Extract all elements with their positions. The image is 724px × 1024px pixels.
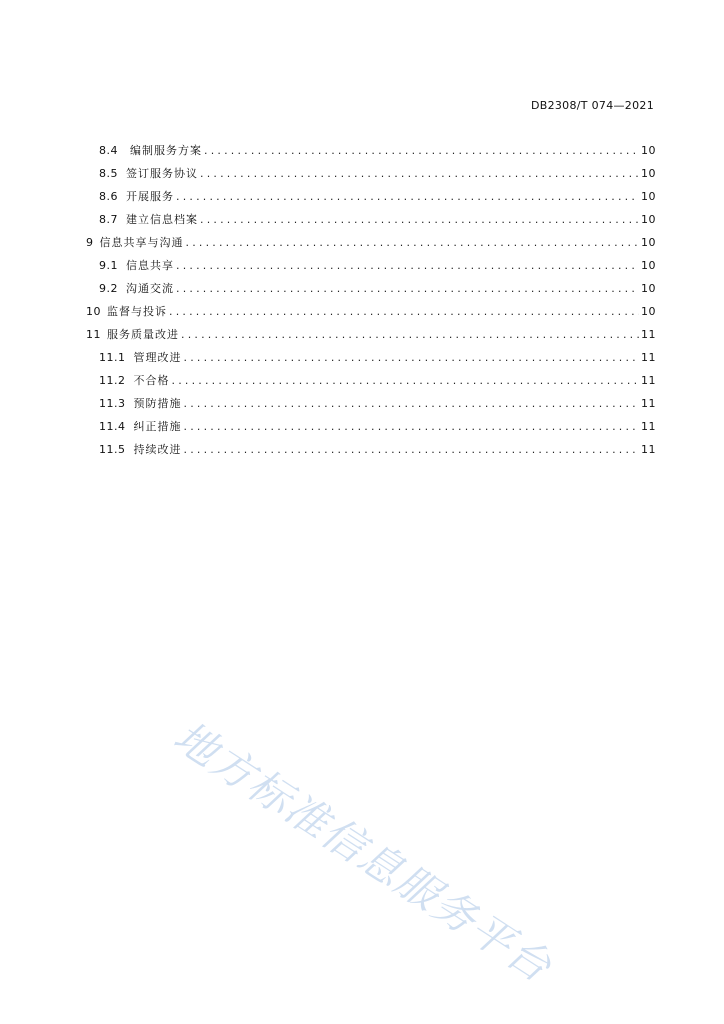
toc-title: 信息共享与沟通 bbox=[99, 236, 184, 249]
toc-page-number: 10 bbox=[641, 190, 656, 203]
toc-entry-8-6[interactable] bbox=[86, 185, 656, 208]
toc-entry-8-7[interactable] bbox=[86, 208, 656, 231]
toc-page-number: 10 bbox=[641, 236, 656, 249]
toc-entry-9[interactable] bbox=[86, 231, 656, 254]
toc-page-number: 11 bbox=[641, 374, 656, 387]
toc-leader bbox=[181, 323, 639, 346]
toc-entry-9-1[interactable] bbox=[86, 254, 656, 277]
toc-number: 11 bbox=[86, 328, 101, 341]
toc-entry-10[interactable] bbox=[86, 300, 656, 323]
toc-leader bbox=[184, 415, 640, 438]
toc-title: 建立信息档案 bbox=[126, 213, 198, 226]
toc-page-number: 10 bbox=[641, 144, 656, 157]
toc-page-number: 10 bbox=[641, 282, 656, 295]
toc-leader bbox=[200, 208, 639, 231]
toc-title: 预防措施 bbox=[133, 397, 182, 410]
toc-page-number: 11 bbox=[641, 351, 656, 364]
toc-leader bbox=[176, 254, 639, 277]
toc-entry-8-5[interactable] bbox=[86, 162, 656, 185]
toc-title: 编制服务方案 bbox=[130, 144, 202, 157]
toc-entry-11-4[interactable] bbox=[86, 415, 656, 438]
toc-leader bbox=[184, 346, 640, 369]
toc-leader bbox=[176, 277, 639, 300]
toc-title: 持续改进 bbox=[133, 443, 182, 456]
toc-title: 管理改进 bbox=[133, 351, 182, 364]
toc-entry-9-2[interactable] bbox=[86, 277, 656, 300]
toc-number: 9.2 bbox=[99, 282, 118, 295]
toc-number: 8.5 bbox=[99, 167, 118, 180]
toc-number: 8.4 bbox=[99, 144, 118, 157]
toc-leader bbox=[204, 139, 639, 162]
toc-leader bbox=[169, 300, 639, 323]
toc-leader bbox=[184, 438, 640, 461]
toc-title: 开展服务 bbox=[126, 190, 174, 203]
toc-number: 9.1 bbox=[99, 259, 118, 272]
toc-page-number: 11 bbox=[641, 397, 656, 410]
toc-leader bbox=[200, 162, 639, 185]
toc-title: 不合格 bbox=[133, 374, 170, 387]
toc-page-number: 10 bbox=[641, 167, 656, 180]
toc-number: 9 bbox=[86, 236, 94, 249]
watermark: 地方标准信息服务平台 bbox=[165, 711, 562, 993]
toc-page-number: 11 bbox=[641, 420, 656, 433]
toc-number: 11.5 bbox=[99, 443, 126, 456]
toc-title: 签订服务协议 bbox=[126, 167, 198, 180]
document-code: DB2308/T 074—2021 bbox=[530, 99, 654, 112]
toc-leader bbox=[184, 392, 640, 415]
toc-number: 11.3 bbox=[99, 397, 126, 410]
toc-title: 监督与投诉 bbox=[107, 305, 167, 318]
toc-page-number: 11 bbox=[641, 328, 656, 341]
toc-entry-11-3[interactable] bbox=[86, 392, 656, 415]
toc-title: 沟通交流 bbox=[126, 282, 174, 295]
toc-number: 8.6 bbox=[99, 190, 118, 203]
toc-entry-11-1[interactable] bbox=[86, 346, 656, 369]
toc-title: 纠正措施 bbox=[133, 420, 182, 433]
toc-number: 10 bbox=[86, 305, 101, 318]
toc-page-number: 10 bbox=[641, 213, 656, 226]
toc-title: 服务质量改进 bbox=[107, 328, 179, 341]
toc-page-number: 11 bbox=[641, 443, 656, 456]
toc-entry-11-5[interactable] bbox=[86, 438, 656, 461]
toc-leader bbox=[186, 231, 640, 254]
toc-number: 11.2 bbox=[99, 374, 126, 387]
toc-number: 11.1 bbox=[99, 351, 126, 364]
toc-title: 信息共享 bbox=[126, 259, 174, 272]
toc-number: 11.4 bbox=[99, 420, 126, 433]
toc-entry-11[interactable] bbox=[86, 323, 656, 346]
toc-page-number: 10 bbox=[641, 305, 656, 318]
table-of-contents bbox=[86, 139, 656, 461]
toc-number: 8.7 bbox=[99, 213, 118, 226]
toc-leader bbox=[172, 369, 640, 392]
toc-page-number: 10 bbox=[641, 259, 656, 272]
toc-entry-8-4[interactable] bbox=[86, 139, 656, 162]
toc-entry-11-2[interactable] bbox=[86, 369, 656, 392]
toc-leader bbox=[176, 185, 639, 208]
